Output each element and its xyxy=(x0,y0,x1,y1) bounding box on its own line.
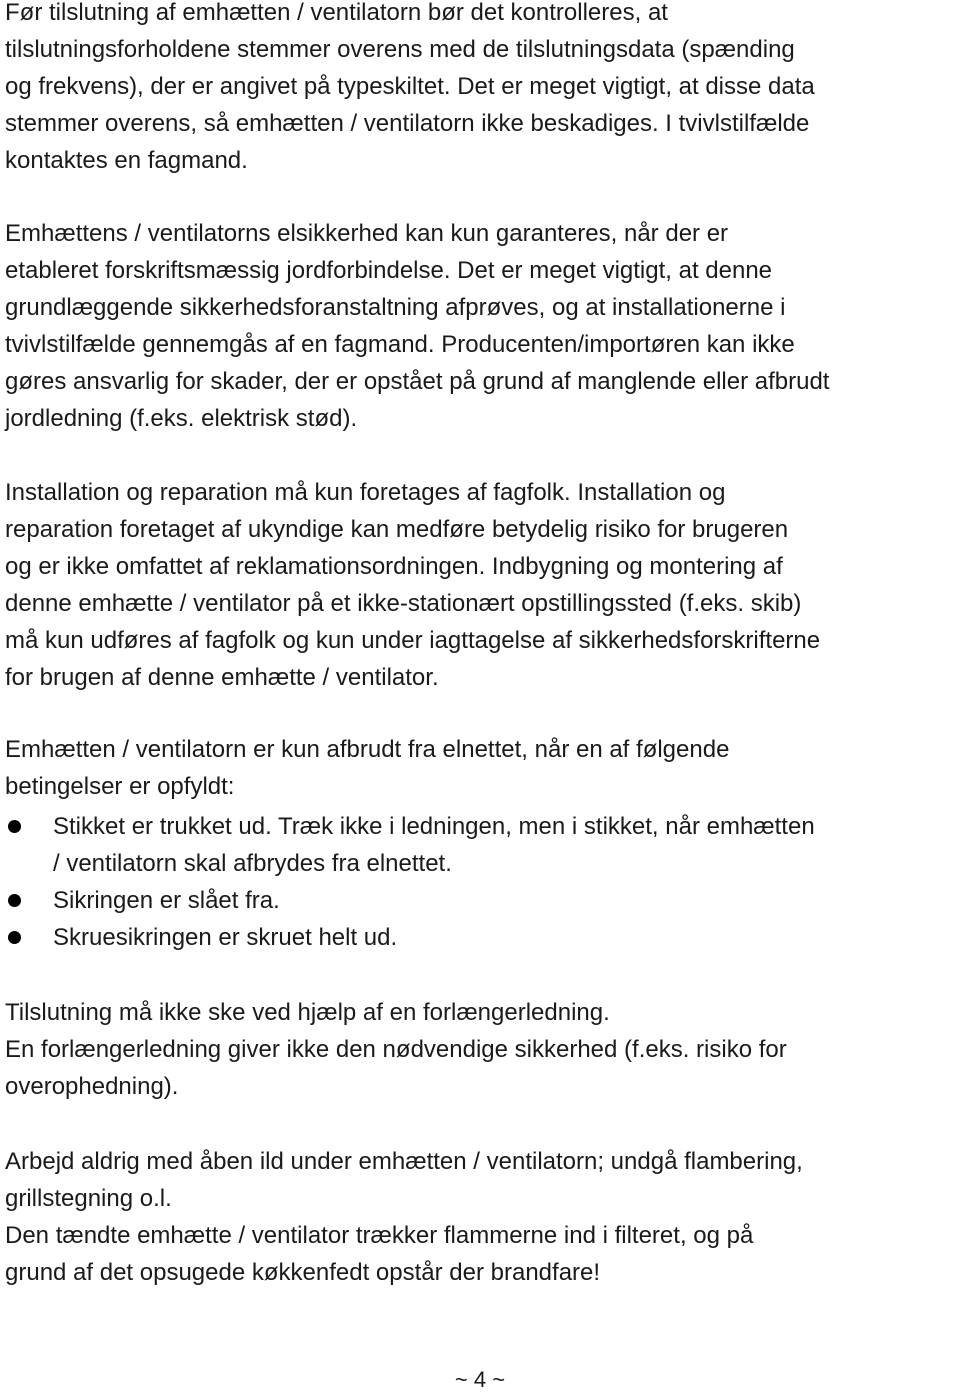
text-line: denne emhætte / ventilator på et ikke-stationært opstillingssted (f.eks. skib) xyxy=(5,590,802,617)
disconnect-conditions-list xyxy=(0,808,960,956)
text-line: jordledning (f.eks. elektrisk stød). xyxy=(5,405,358,432)
text-line: Den tændte emhætte / ventilator trækker flammerne ind i filteret, og på xyxy=(5,1222,754,1249)
text-line: Sikringen er slået fra. xyxy=(53,887,280,914)
text-line: stemmer overens, så emhætten / ventilatorn ikke beskadiges. I tvivlstilfælde xyxy=(5,110,810,137)
text-line: tvivlstilfælde gennemgås af en fagmand. Producenten/importøren kan ikke xyxy=(5,331,795,358)
text-line: grillstegning o.l. xyxy=(5,1185,172,1212)
text-line: må kun udføres af fagfolk og kun under iagttagelse af sikkerhedsforskrifterne xyxy=(5,627,821,654)
text-line: gøres ansvarlig for skader, der er opstået på grund af manglende eller afbrudt xyxy=(5,368,830,395)
text-line: Emhætten / ventilatorn er kun afbrudt fra elnettet, når en af følgende xyxy=(5,736,730,763)
paragraph-open-flame-warning xyxy=(5,1143,956,1291)
list-item xyxy=(0,919,960,956)
text-line: Emhættens / ventilatorns elsikkerhed kan kun garanteres, når der er xyxy=(5,220,729,247)
text-line: reparation foretaget af ukyndige kan medføre betydelig risiko for brugeren xyxy=(5,516,789,543)
text-line: Før tilslutning af emhætten / ventilatorn bør det kontrolleres, at xyxy=(5,0,668,26)
text-line: / ventilatorn skal afbrydes fra elnettet. xyxy=(53,850,452,877)
paragraph-disconnect-intro xyxy=(5,731,956,805)
text-line: for brugen af denne emhætte / ventilator. xyxy=(5,664,439,691)
paragraph-installation-repair xyxy=(5,474,956,696)
text-line: og frekvens), der er angivet på typeskiltet. Det er meget vigtigt, at disse data xyxy=(5,73,815,100)
text-line: Installation og reparation må kun foretages af fagfolk. Installation og xyxy=(5,479,726,506)
list-item xyxy=(0,882,960,919)
text-line: overophedning). xyxy=(5,1073,179,1100)
text-line: betingelser er opfyldt: xyxy=(5,773,235,800)
text-line: Skruesikringen er skruet helt ud. xyxy=(53,924,398,951)
text-line: tilslutningsforholdene stemmer overens med de tilslutningsdata (spænding xyxy=(5,36,795,63)
text-line: Arbejd aldrig med åben ild under emhætten / ventilatorn; undgå flambering, xyxy=(5,1148,803,1175)
text-line: grund af det opsugede køkkenfedt opstår der brandfare! xyxy=(5,1259,601,1286)
paragraph-electrical-safety xyxy=(5,215,956,437)
text-line: kontaktes en fagmand. xyxy=(5,147,248,174)
page-number: ~ 4 ~ xyxy=(454,1367,506,1392)
text-line: Tilslutning må ikke ske ved hjælp af en forlængerledning. xyxy=(5,999,610,1026)
text-line: En forlængerledning giver ikke den nødvendige sikkerhed (f.eks. risiko for xyxy=(5,1036,787,1063)
text-line: etableret forskriftsmæssig jordforbindelse. Det er meget vigtigt, at denne xyxy=(5,257,773,284)
paragraph-extension-cord xyxy=(5,994,956,1105)
text-line: grundlæggende sikkerhedsforanstaltning afprøves, og at installationerne i xyxy=(5,294,786,321)
bullet-icon xyxy=(8,894,21,907)
text-line: Stikket er trukket ud. Træk ikke i ledningen, men i stikket, når emhætten xyxy=(53,813,815,840)
text-line: og er ikke omfattet af reklamationsordningen. Indbygning og montering af xyxy=(5,553,783,580)
bullet-icon xyxy=(8,931,21,944)
list-item xyxy=(0,808,960,882)
bullet-icon xyxy=(8,820,21,833)
paragraph-connection-check xyxy=(5,0,956,179)
